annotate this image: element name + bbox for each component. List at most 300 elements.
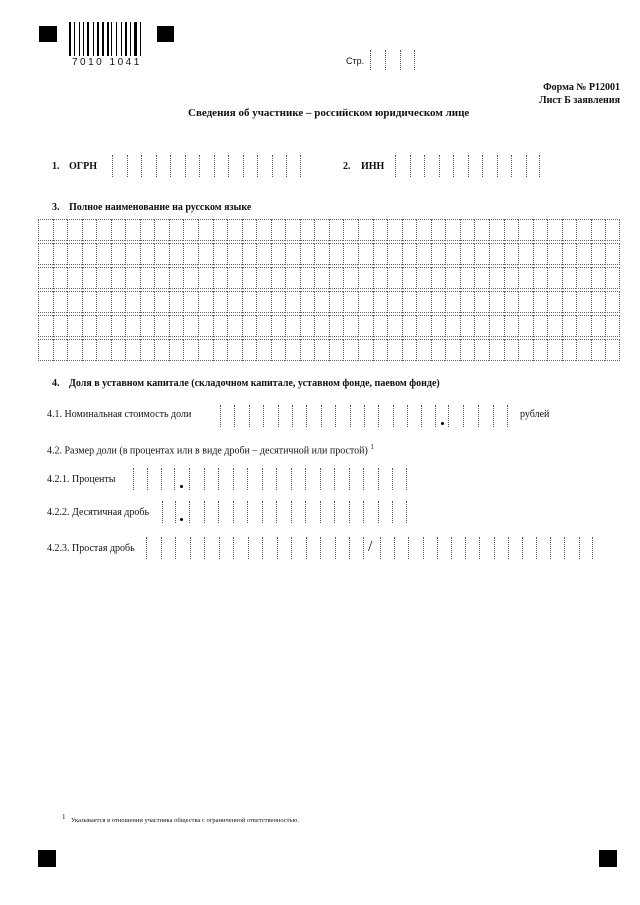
input-cell[interactable] — [474, 291, 489, 313]
input-cell[interactable] — [349, 468, 364, 490]
input-cell[interactable] — [233, 501, 248, 523]
input-cell[interactable] — [314, 315, 329, 337]
input-cell[interactable] — [96, 243, 111, 265]
input-cell[interactable] — [233, 537, 248, 559]
input-cell[interactable] — [247, 501, 262, 523]
input-cell[interactable] — [262, 537, 277, 559]
input-cell[interactable] — [125, 339, 140, 361]
input-cell[interactable] — [320, 468, 335, 490]
input-cell[interactable] — [508, 537, 522, 559]
input-cell[interactable] — [256, 315, 271, 337]
input-cell[interactable] — [262, 468, 277, 490]
name-row[interactable] — [38, 315, 620, 337]
input-cell[interactable] — [579, 537, 593, 559]
input-cell[interactable] — [162, 501, 176, 523]
input-cell[interactable] — [291, 501, 306, 523]
input-cell[interactable] — [423, 537, 437, 559]
input-cell[interactable] — [82, 291, 97, 313]
input-cell[interactable] — [38, 219, 53, 241]
input-cell[interactable] — [468, 155, 483, 177]
input-cell[interactable] — [213, 243, 228, 265]
input-cell[interactable] — [373, 339, 388, 361]
input-cell[interactable] — [214, 155, 229, 177]
input-cell[interactable] — [489, 219, 504, 241]
inn-input[interactable] — [395, 155, 540, 177]
input-cell[interactable] — [292, 405, 306, 427]
input-cell[interactable] — [213, 339, 228, 361]
input-cell[interactable] — [111, 339, 126, 361]
input-cell[interactable] — [387, 219, 402, 241]
input-cell[interactable] — [213, 315, 228, 337]
input-cell[interactable] — [111, 219, 126, 241]
input-cell[interactable] — [424, 155, 439, 177]
input-cell[interactable] — [547, 267, 562, 289]
input-cell[interactable] — [460, 243, 475, 265]
input-cell[interactable] — [474, 243, 489, 265]
input-cell[interactable] — [219, 537, 234, 559]
input-cell[interactable] — [125, 243, 140, 265]
input-cell[interactable] — [373, 291, 388, 313]
input-cell[interactable] — [256, 339, 271, 361]
input-cell[interactable] — [343, 291, 358, 313]
input-cell[interactable] — [300, 219, 315, 241]
input-cell[interactable] — [257, 155, 272, 177]
input-cell[interactable] — [314, 219, 329, 241]
input-cell[interactable] — [576, 219, 591, 241]
input-cell[interactable] — [533, 219, 548, 241]
input-cell[interactable] — [285, 267, 300, 289]
input-cell[interactable] — [373, 219, 388, 241]
input-cell[interactable] — [127, 155, 142, 177]
input-cell[interactable] — [445, 315, 460, 337]
input-cell[interactable] — [445, 291, 460, 313]
input-cell[interactable] — [591, 315, 606, 337]
input-cell[interactable] — [38, 339, 53, 361]
input-cell[interactable] — [170, 155, 185, 177]
input-cell[interactable] — [431, 291, 446, 313]
input-cell[interactable] — [321, 405, 335, 427]
input-cell[interactable] — [408, 537, 422, 559]
input-cell[interactable] — [474, 339, 489, 361]
input-cell[interactable] — [562, 315, 577, 337]
input-cell[interactable] — [271, 315, 286, 337]
input-cell[interactable] — [489, 339, 504, 361]
input-cell[interactable] — [242, 267, 257, 289]
input-cell[interactable] — [314, 267, 329, 289]
input-cell[interactable] — [576, 243, 591, 265]
input-cell[interactable] — [605, 339, 620, 361]
input-cell[interactable] — [547, 339, 562, 361]
input-cell[interactable] — [242, 339, 257, 361]
input-cell[interactable] — [220, 405, 234, 427]
input-cell[interactable] — [393, 405, 407, 427]
input-cell[interactable] — [67, 291, 82, 313]
input-cell[interactable] — [146, 537, 161, 559]
input-cell[interactable] — [378, 468, 393, 490]
input-cell[interactable] — [243, 155, 258, 177]
input-cell[interactable] — [277, 537, 292, 559]
input-cell[interactable] — [96, 339, 111, 361]
input-cell[interactable] — [478, 405, 493, 427]
input-cell[interactable] — [448, 405, 463, 427]
input-cell[interactable] — [272, 155, 287, 177]
input-cell[interactable] — [198, 315, 213, 337]
input-cell[interactable] — [111, 315, 126, 337]
input-cell[interactable] — [125, 291, 140, 313]
input-cell[interactable] — [67, 339, 82, 361]
input-cell[interactable] — [402, 267, 417, 289]
input-cell[interactable] — [402, 315, 417, 337]
input-cell[interactable] — [489, 243, 504, 265]
input-cell[interactable] — [363, 468, 378, 490]
input-cell[interactable] — [562, 291, 577, 313]
input-cell[interactable] — [271, 291, 286, 313]
input-cell[interactable] — [183, 315, 198, 337]
input-cell[interactable] — [518, 339, 533, 361]
input-cell[interactable] — [536, 537, 550, 559]
input-cell[interactable] — [276, 501, 291, 523]
input-cell[interactable] — [591, 219, 606, 241]
input-cell[interactable] — [256, 291, 271, 313]
name-row[interactable] — [38, 267, 620, 289]
input-cell[interactable] — [213, 291, 228, 313]
input-cell[interactable] — [314, 339, 329, 361]
numerator-input[interactable] — [146, 537, 364, 559]
input-cell[interactable] — [305, 468, 320, 490]
input-cell[interactable] — [445, 267, 460, 289]
input-cell[interactable] — [161, 468, 175, 490]
input-cell[interactable] — [154, 243, 169, 265]
input-cell[interactable] — [363, 501, 378, 523]
input-cell[interactable] — [387, 339, 402, 361]
input-cell[interactable] — [53, 219, 68, 241]
input-cell[interactable] — [402, 243, 417, 265]
input-cell[interactable] — [154, 219, 169, 241]
input-cell[interactable] — [198, 291, 213, 313]
input-cell[interactable] — [218, 501, 233, 523]
input-cell[interactable] — [358, 267, 373, 289]
input-cell[interactable] — [300, 315, 315, 337]
input-cell[interactable] — [227, 219, 242, 241]
input-cell[interactable] — [562, 219, 577, 241]
name-row[interactable] — [38, 243, 620, 265]
input-cell[interactable] — [358, 219, 373, 241]
input-cell[interactable] — [82, 219, 97, 241]
input-cell[interactable] — [416, 291, 431, 313]
input-cell[interactable] — [504, 339, 519, 361]
input-cell[interactable] — [416, 243, 431, 265]
input-cell[interactable] — [156, 155, 171, 177]
input-cell[interactable] — [242, 291, 257, 313]
input-cell[interactable] — [518, 243, 533, 265]
input-cell[interactable] — [67, 243, 82, 265]
input-cell[interactable] — [285, 315, 300, 337]
input-cell[interactable] — [445, 219, 460, 241]
input-cell[interactable] — [53, 243, 68, 265]
input-cell[interactable] — [169, 243, 184, 265]
input-cell[interactable] — [474, 315, 489, 337]
input-cell[interactable] — [112, 155, 127, 177]
input-cell[interactable] — [564, 537, 578, 559]
input-cell[interactable] — [125, 267, 140, 289]
input-cell[interactable] — [479, 537, 493, 559]
input-cell[interactable] — [511, 155, 526, 177]
input-cell[interactable] — [421, 405, 435, 427]
input-cell[interactable] — [96, 267, 111, 289]
input-cell[interactable] — [395, 155, 410, 177]
input-cell[interactable] — [489, 267, 504, 289]
input-cell[interactable] — [402, 339, 417, 361]
input-cell[interactable] — [306, 537, 321, 559]
nominal-value-rubles-input[interactable] — [220, 405, 436, 427]
input-cell[interactable] — [329, 291, 344, 313]
input-cell[interactable] — [460, 339, 475, 361]
input-cell[interactable] — [285, 339, 300, 361]
input-cell[interactable] — [53, 339, 68, 361]
input-cell[interactable] — [334, 468, 349, 490]
input-cell[interactable] — [233, 468, 248, 490]
input-cell[interactable] — [526, 155, 541, 177]
input-cell[interactable] — [547, 243, 562, 265]
input-cell[interactable] — [343, 339, 358, 361]
input-cell[interactable] — [175, 537, 190, 559]
name-row[interactable] — [38, 291, 620, 313]
input-cell[interactable] — [416, 339, 431, 361]
input-cell[interactable] — [451, 537, 465, 559]
input-cell[interactable] — [373, 267, 388, 289]
input-cell[interactable] — [416, 219, 431, 241]
input-cell[interactable] — [373, 315, 388, 337]
input-cell[interactable] — [329, 339, 344, 361]
input-cell[interactable] — [349, 501, 364, 523]
input-cell[interactable] — [387, 291, 402, 313]
input-cell[interactable] — [111, 243, 126, 265]
input-cell[interactable] — [82, 315, 97, 337]
input-cell[interactable] — [387, 267, 402, 289]
input-cell[interactable] — [350, 405, 364, 427]
input-cell[interactable] — [169, 267, 184, 289]
input-cell[interactable] — [431, 267, 446, 289]
input-cell[interactable] — [300, 243, 315, 265]
input-cell[interactable] — [392, 501, 407, 523]
input-cell[interactable] — [111, 291, 126, 313]
input-cell[interactable] — [453, 155, 468, 177]
input-cell[interactable] — [378, 405, 392, 427]
input-cell[interactable] — [460, 219, 475, 241]
input-cell[interactable] — [140, 291, 155, 313]
input-cell[interactable] — [474, 219, 489, 241]
input-cell[interactable] — [141, 155, 156, 177]
input-cell[interactable] — [445, 339, 460, 361]
input-cell[interactable] — [533, 243, 548, 265]
input-cell[interactable] — [286, 155, 301, 177]
input-cell[interactable] — [358, 291, 373, 313]
input-cell[interactable] — [199, 155, 214, 177]
input-cell[interactable] — [198, 267, 213, 289]
input-cell[interactable] — [291, 537, 306, 559]
page-number-cells[interactable] — [370, 50, 415, 70]
input-cell[interactable] — [96, 219, 111, 241]
input-cell[interactable] — [343, 267, 358, 289]
input-cell[interactable] — [38, 243, 53, 265]
input-cell[interactable] — [482, 155, 497, 177]
percent-fraction-input[interactable] — [189, 468, 407, 490]
input-cell[interactable] — [190, 537, 205, 559]
input-cell[interactable] — [605, 315, 620, 337]
input-cell[interactable] — [591, 339, 606, 361]
input-cell[interactable] — [387, 315, 402, 337]
input-cell[interactable] — [285, 291, 300, 313]
input-cell[interactable] — [334, 501, 349, 523]
input-cell[interactable] — [576, 315, 591, 337]
input-cell[interactable] — [314, 291, 329, 313]
decimal-integer-input[interactable] — [162, 501, 176, 523]
input-cell[interactable] — [605, 243, 620, 265]
input-cell[interactable] — [306, 405, 320, 427]
input-cell[interactable] — [547, 291, 562, 313]
input-cell[interactable] — [378, 501, 393, 523]
input-cell[interactable] — [329, 315, 344, 337]
input-cell[interactable] — [154, 339, 169, 361]
input-cell[interactable] — [550, 537, 564, 559]
input-cell[interactable] — [183, 291, 198, 313]
input-cell[interactable] — [494, 537, 508, 559]
input-cell[interactable] — [271, 267, 286, 289]
input-cell[interactable] — [82, 243, 97, 265]
input-cell[interactable] — [329, 219, 344, 241]
input-cell[interactable] — [53, 315, 68, 337]
input-cell[interactable] — [504, 315, 519, 337]
input-cell[interactable] — [439, 155, 454, 177]
input-cell[interactable] — [373, 243, 388, 265]
input-cell[interactable] — [402, 219, 417, 241]
input-cell[interactable] — [493, 405, 508, 427]
input-cell[interactable] — [82, 267, 97, 289]
input-cell[interactable] — [314, 243, 329, 265]
input-cell[interactable] — [227, 243, 242, 265]
input-cell[interactable] — [465, 537, 479, 559]
input-cell[interactable] — [591, 267, 606, 289]
input-cell[interactable] — [533, 339, 548, 361]
input-cell[interactable] — [474, 267, 489, 289]
input-cell[interactable] — [96, 291, 111, 313]
input-cell[interactable] — [431, 243, 446, 265]
input-cell[interactable] — [198, 243, 213, 265]
input-cell[interactable] — [234, 405, 248, 427]
input-cell[interactable] — [460, 267, 475, 289]
input-cell[interactable] — [169, 219, 184, 241]
name-row[interactable] — [38, 339, 620, 361]
input-cell[interactable] — [249, 405, 263, 427]
input-cell[interactable] — [576, 267, 591, 289]
input-cell[interactable] — [198, 339, 213, 361]
input-cell[interactable] — [140, 219, 155, 241]
input-cell[interactable] — [204, 537, 219, 559]
input-cell[interactable] — [460, 315, 475, 337]
input-cell[interactable] — [256, 219, 271, 241]
input-cell[interactable] — [445, 243, 460, 265]
input-cell[interactable] — [189, 468, 204, 490]
input-cell[interactable] — [605, 219, 620, 241]
input-cell[interactable] — [140, 339, 155, 361]
input-cell[interactable] — [256, 243, 271, 265]
input-cell[interactable] — [497, 155, 512, 177]
input-cell[interactable] — [407, 405, 421, 427]
input-cell[interactable] — [402, 291, 417, 313]
input-cell[interactable] — [562, 339, 577, 361]
input-cell[interactable] — [504, 291, 519, 313]
input-cell[interactable] — [392, 468, 407, 490]
input-cell[interactable] — [67, 315, 82, 337]
input-cell[interactable] — [111, 267, 126, 289]
input-cell[interactable] — [335, 537, 350, 559]
input-cell[interactable] — [271, 339, 286, 361]
input-cell[interactable] — [271, 243, 286, 265]
input-cell[interactable] — [463, 405, 478, 427]
input-cell[interactable] — [518, 291, 533, 313]
input-cell[interactable] — [358, 243, 373, 265]
input-cell[interactable] — [547, 315, 562, 337]
input-cell[interactable] — [242, 315, 257, 337]
input-cell[interactable] — [169, 291, 184, 313]
input-cell[interactable] — [460, 291, 475, 313]
percent-integer-input[interactable] — [133, 468, 175, 490]
input-cell[interactable] — [300, 291, 315, 313]
input-cell[interactable] — [562, 243, 577, 265]
input-cell[interactable] — [320, 501, 335, 523]
input-cell[interactable] — [263, 405, 277, 427]
input-cell[interactable] — [522, 537, 536, 559]
input-cell[interactable] — [416, 267, 431, 289]
input-cell[interactable] — [343, 219, 358, 241]
input-cell[interactable] — [533, 315, 548, 337]
input-cell[interactable] — [248, 537, 263, 559]
input-cell[interactable] — [140, 243, 155, 265]
input-cell[interactable] — [431, 219, 446, 241]
input-cell[interactable] — [227, 267, 242, 289]
input-cell[interactable] — [154, 291, 169, 313]
input-cell[interactable] — [213, 219, 228, 241]
input-cell[interactable] — [358, 315, 373, 337]
input-cell[interactable] — [605, 291, 620, 313]
input-cell[interactable] — [410, 155, 425, 177]
input-cell[interactable] — [161, 537, 176, 559]
input-cell[interactable] — [605, 267, 620, 289]
input-cell[interactable] — [504, 243, 519, 265]
input-cell[interactable] — [53, 291, 68, 313]
input-cell[interactable] — [38, 291, 53, 313]
input-cell[interactable] — [169, 339, 184, 361]
input-cell[interactable] — [147, 468, 161, 490]
input-cell[interactable] — [38, 267, 53, 289]
denominator-input[interactable] — [380, 537, 593, 559]
input-cell[interactable] — [591, 291, 606, 313]
input-cell[interactable] — [343, 243, 358, 265]
input-cell[interactable] — [125, 219, 140, 241]
input-cell[interactable] — [242, 219, 257, 241]
input-cell[interactable] — [183, 267, 198, 289]
input-cell[interactable] — [256, 267, 271, 289]
input-cell[interactable] — [271, 219, 286, 241]
input-cell[interactable] — [387, 243, 402, 265]
decimal-fraction-input[interactable] — [189, 501, 407, 523]
input-cell[interactable] — [547, 219, 562, 241]
input-cell[interactable] — [533, 267, 548, 289]
input-cell[interactable] — [183, 339, 198, 361]
input-cell[interactable] — [213, 267, 228, 289]
input-cell[interactable] — [349, 537, 364, 559]
full-name-input[interactable] — [38, 219, 620, 363]
